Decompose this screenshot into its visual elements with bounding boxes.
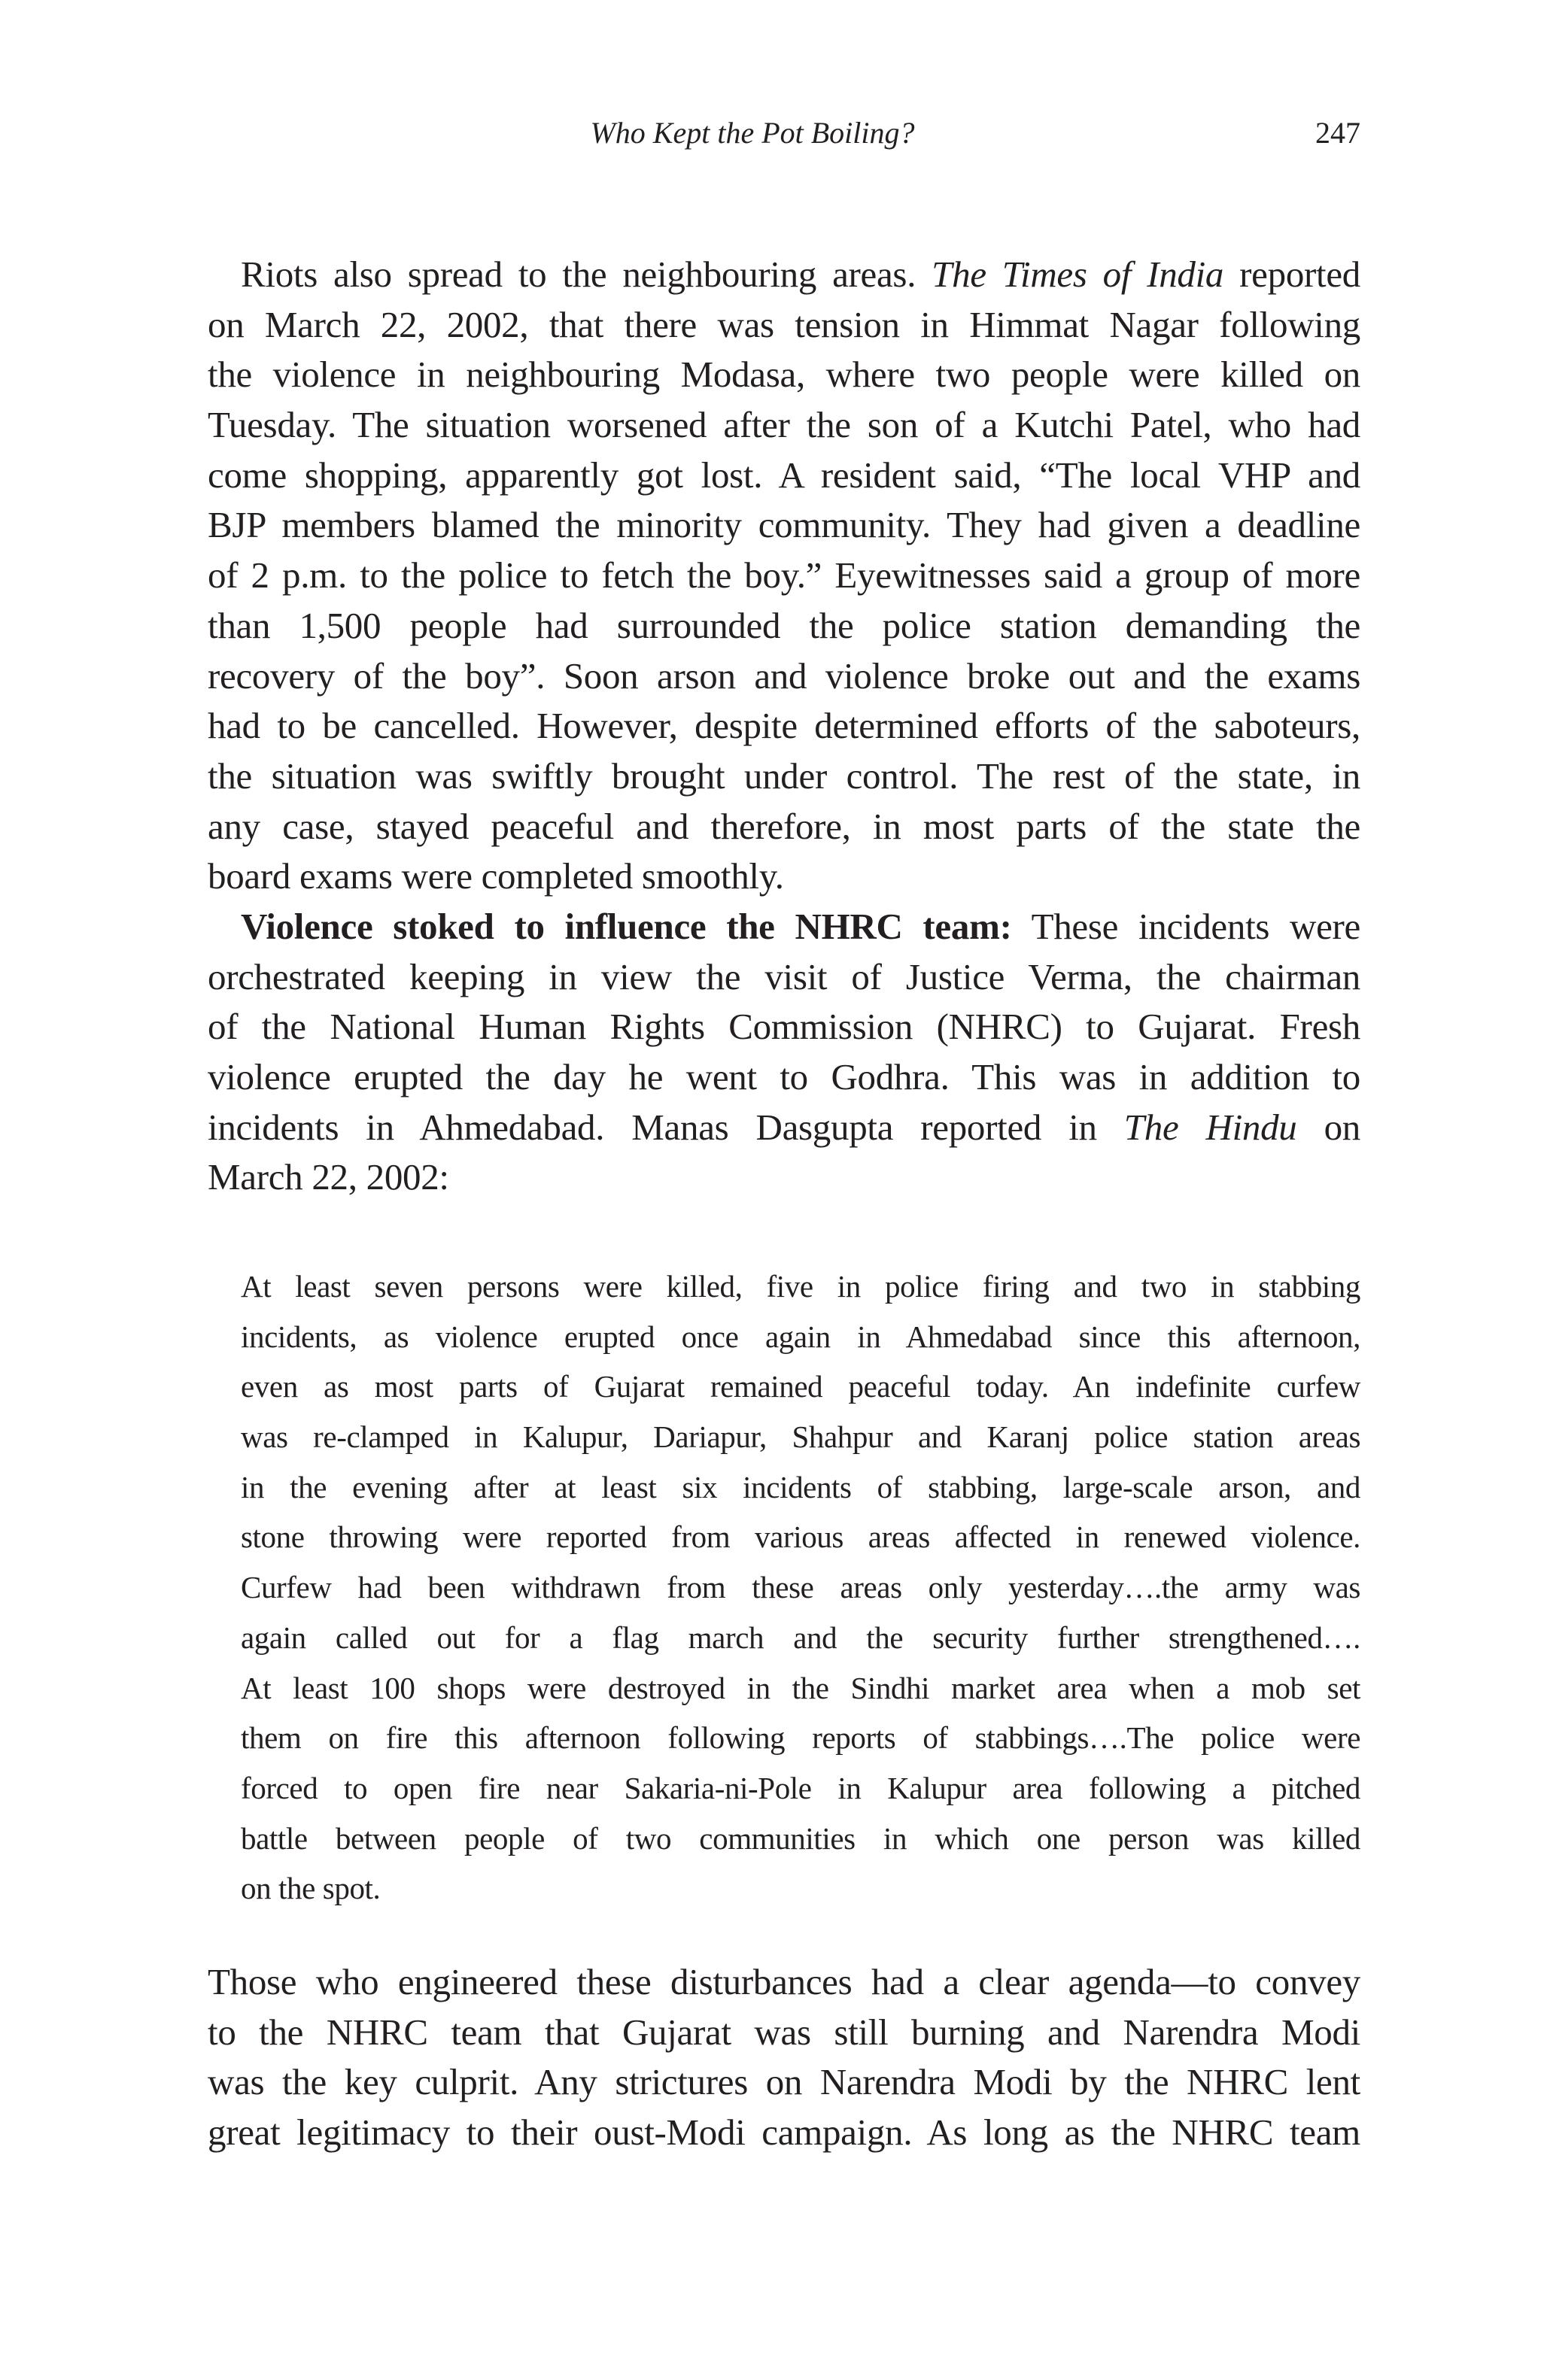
text-line <box>241 1613 1360 1663</box>
text-run: BJP members blamed the minority community. They had given a deadline <box>208 504 1360 546</box>
paragraph-nhrc-violence <box>208 902 1360 1203</box>
text-line <box>208 400 1360 451</box>
text-run: them on fire this afternoon following reports of stabbings….The police were <box>241 1720 1360 1756</box>
text-run: than 1,500 people had surrounded the police station demanding the <box>208 604 1360 646</box>
text-line <box>208 300 1360 351</box>
text-line <box>241 1261 1360 1312</box>
paragraph-riots <box>208 250 1360 902</box>
text-line <box>208 1103 1360 1153</box>
text-line <box>208 751 1360 802</box>
running-title: Who Kept the Pot Boiling? <box>590 116 915 150</box>
text-run: to the NHRC team that Gujarat was still burning and Narendra Modi <box>208 2011 1360 2053</box>
text-line <box>241 1462 1360 1513</box>
text-run: was re-clamped in Kalupur, Dariapur, Shahpur and Karanj police station areas <box>241 1419 1360 1455</box>
text-run: any case, stayed peaceful and therefore, in most parts of the state the <box>208 805 1360 847</box>
text-line <box>241 1312 1360 1362</box>
text-run: of 2 p.m. to the police to fetch the boy.” Eyewitnesses said a group of more <box>208 554 1360 597</box>
text-run: board exams were completed smoothly. <box>208 855 784 897</box>
text-line <box>208 902 1360 952</box>
text-line <box>208 802 1360 852</box>
text-run: of the National Human Rights Commission (NHRC) to Gujarat. Fresh <box>208 1006 1360 1048</box>
text-run: had to be cancelled. However, despite determined efforts of the saboteurs, <box>208 705 1360 747</box>
text-line <box>208 952 1360 1003</box>
text-run: March 22, 2002: <box>208 1156 449 1198</box>
text-line <box>208 2108 1360 2158</box>
text-run: incidents in Ahmedabad. Manas Dasgupta reported in <box>208 1106 1124 1148</box>
text-line <box>208 1002 1360 1052</box>
bold-heading: Violence stoked to influence the NHRC team: <box>241 906 1012 947</box>
text-run: Tuesday. The situation worsened after the son of a Kutchi Patel, who had <box>208 404 1360 446</box>
text-run: on <box>1296 1106 1360 1148</box>
text-run: stone throwing were reported from various areas affected in renewed violence. <box>241 1519 1360 1555</box>
text-line <box>208 350 1360 400</box>
text-run: Those who engineered these disturbances had a clear agenda—to convey <box>208 1961 1360 2002</box>
text-run: even as most parts of Gujarat remained peaceful today. An indefinite curfew <box>241 1369 1360 1404</box>
text-line <box>208 2057 1360 2108</box>
text-run: on the spot. <box>241 1871 381 1906</box>
text-run: Riots also spread to the neighbouring areas. <box>241 253 932 295</box>
text-run: At least seven persons were killed, five in police firing and two in stabbing <box>241 1269 1360 1304</box>
text-line <box>208 651 1360 702</box>
text-line <box>241 1863 1360 1914</box>
text-line <box>208 500 1360 551</box>
page-number: 247 <box>1315 116 1360 150</box>
text-line <box>208 701 1360 751</box>
text-line <box>241 1814 1360 1864</box>
text-run: reported <box>1223 253 1361 295</box>
text-run: incidents, as violence erupted once again in Ahmedabad since this afternoon, <box>241 1319 1360 1354</box>
text-line <box>208 451 1360 501</box>
text-run: violence erupted the day he went to Godhra. This was in addition to <box>208 1056 1360 1098</box>
paragraph-agenda <box>208 1957 1360 2158</box>
text-run: was the key culprit. Any strictures on Narendra Modi by the NHRC lent <box>208 2061 1360 2103</box>
text-line <box>208 551 1360 601</box>
text-line <box>208 250 1360 300</box>
text-line <box>208 2008 1360 2058</box>
text-line <box>208 1052 1360 1103</box>
text-run: Curfew had been withdrawn from these areas only yesterday….the army was <box>241 1570 1360 1605</box>
text-line <box>241 1562 1360 1613</box>
text-run: the violence in neighbouring Modasa, where two people were killed on <box>208 354 1360 396</box>
text-line <box>208 1957 1360 2008</box>
italic-title: The Hindu <box>1123 1106 1297 1148</box>
text-line <box>241 1362 1360 1412</box>
text-line <box>208 601 1360 651</box>
text-run: in the evening after at least six incidents of stabbing, large-scale arson, and <box>241 1469 1360 1504</box>
text-run: recovery of the boy”. Soon arson and violence broke out and the exams <box>208 654 1360 697</box>
block-quote-hindu <box>241 1261 1360 1914</box>
text-line <box>208 1152 1360 1203</box>
text-run: forced to open fire near Sakaria-ni-Pole in Kalupur area following a pitched <box>241 1770 1360 1805</box>
text-line <box>241 1713 1360 1763</box>
text-run: These incidents were <box>1011 906 1361 947</box>
text-line <box>241 1763 1360 1814</box>
text-line <box>208 852 1360 902</box>
text-run: come shopping, apparently got lost. A resident said, “The local VHP and <box>208 454 1360 496</box>
text-run: the situation was swiftly brought under control. The rest of the state, in <box>208 754 1360 797</box>
text-run: battle between people of two communities in which one person was killed <box>241 1820 1360 1856</box>
text-line <box>241 1663 1360 1714</box>
text-run: orchestrated keeping in view the visit of Justice Verma, the chairman <box>208 955 1360 997</box>
text-line <box>241 1512 1360 1562</box>
text-run: At least 100 shops were destroyed in the Sindhi market area when a mob set <box>241 1670 1360 1705</box>
text-run: great legitimacy to their oust-Modi campaign. As long as the NHRC team <box>208 2111 1360 2154</box>
text-line <box>241 1412 1360 1462</box>
italic-title: The Times of India <box>932 253 1224 295</box>
text-run: again called out for a flag march and the security further strengthened…. <box>241 1620 1360 1655</box>
text-run: on March 22, 2002, that there was tension in Himmat Nagar following <box>208 303 1360 345</box>
